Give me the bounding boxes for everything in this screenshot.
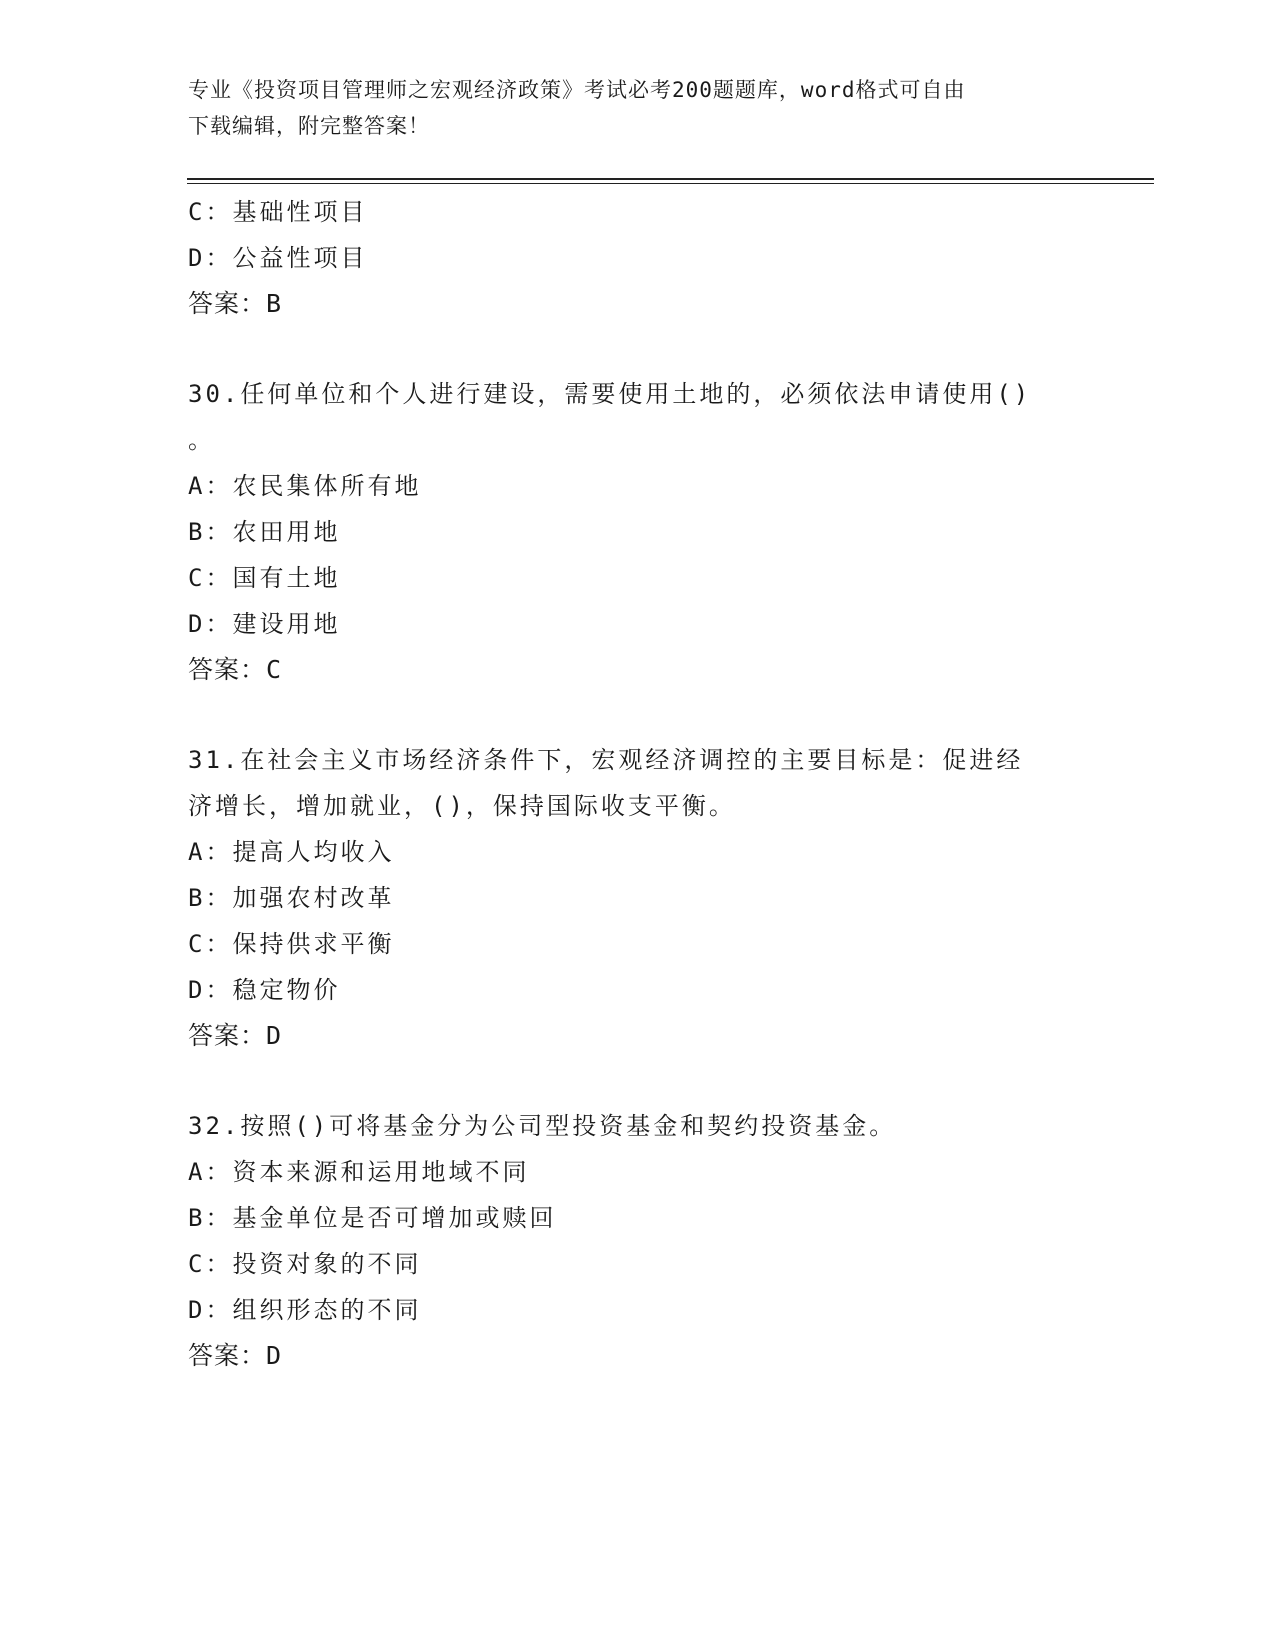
question-block-32 (188, 1103, 1088, 1379)
question-block-31 (188, 737, 1088, 1059)
header-rule-thin (187, 183, 1154, 184)
spacer (188, 1059, 1088, 1103)
option-a: A：提高人均收入 (188, 838, 395, 866)
option-d: D：公益性项目 (188, 244, 368, 272)
option-c: C：投资对象的不同 (188, 1250, 422, 1278)
option-b: B：农田用地 (188, 518, 341, 546)
spacer (188, 327, 1088, 371)
option-b: B：加强农村改革 (188, 884, 395, 912)
option-c: C：基础性项目 (188, 198, 368, 226)
header-rule-thick (187, 178, 1154, 180)
header-line-2: 下载编辑，附完整答案！ (188, 114, 430, 138)
question-text: 32.按照()可将基金分为公司型投资基金和契约投资基金。 (188, 1112, 897, 1140)
answer-line: 答案：B (188, 289, 283, 318)
question-list (188, 189, 1088, 1379)
spacer (188, 693, 1088, 737)
option-a: A：资本来源和运用地域不同 (188, 1158, 530, 1186)
document-header (188, 72, 1068, 144)
option-d: D：组织形态的不同 (188, 1296, 422, 1324)
answer-line: 答案：C (188, 655, 283, 684)
option-d: D：建设用地 (188, 610, 341, 638)
option-a: A：农民集体所有地 (188, 472, 422, 500)
question-text-continued: 济增长，增加就业，()，保持国际收支平衡。 (188, 792, 736, 820)
option-d: D：稳定物价 (188, 976, 341, 1004)
answer-line: 答案：D (188, 1021, 283, 1050)
answer-line: 答案：D (188, 1341, 283, 1370)
question-text: 30.任何单位和个人进行建设，需要使用土地的，必须依法申请使用() (188, 380, 1032, 408)
option-b: B：基金单位是否可增加或赎回 (188, 1204, 557, 1232)
question-text-continued: 。 (188, 426, 215, 454)
header-line-1: 专业《投资项目管理师之宏观经济政策》考试必考200题题库，word格式可自由 (188, 78, 966, 102)
option-c: C：保持供求平衡 (188, 930, 395, 958)
question-block-30 (188, 371, 1088, 693)
question-block-29 (188, 189, 1088, 327)
question-text: 31.在社会主义市场经济条件下，宏观经济调控的主要目标是：促进经 (188, 746, 1024, 774)
option-c: C：国有土地 (188, 564, 341, 592)
